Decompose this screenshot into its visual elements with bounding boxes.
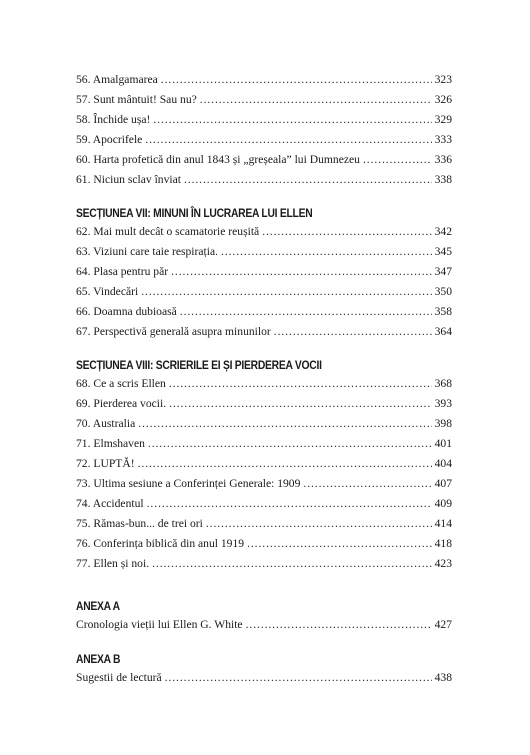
dot-leader — [206, 514, 432, 534]
dot-leader — [171, 262, 432, 282]
entry-title: 73. Ultima sesiune a Conferinței Generale: 1909 — [76, 477, 301, 490]
dot-leader — [200, 90, 432, 110]
entry-title: 62. Mai mult decât o scamatorie reușită — [76, 225, 260, 238]
toc-entry[interactable] — [76, 242, 452, 262]
toc-entry-annex-a[interactable] — [76, 615, 452, 635]
toc-entry[interactable] — [76, 282, 452, 302]
section-heading: SECȚIUNEA VII: MINUNI ÎN LUCRAREA LUI ELLEN — [76, 206, 313, 220]
entry-page: 418 — [434, 537, 452, 550]
toc-entry[interactable] — [76, 110, 452, 130]
entry-title: 74. Accidentul — [76, 497, 144, 510]
dot-leader — [152, 554, 432, 574]
toc-entry-annex-b[interactable] — [76, 668, 452, 688]
entry-page: 438 — [434, 671, 452, 684]
toc-entry[interactable] — [76, 534, 452, 554]
toc-entry[interactable] — [76, 130, 452, 150]
entry-title: 59. Apocrifele — [76, 133, 143, 146]
entry-title: 69. Pierderea vocii. — [76, 397, 167, 410]
dot-leader — [148, 434, 432, 454]
dot-leader — [141, 282, 431, 302]
entry-page: 342 — [434, 225, 452, 238]
dot-leader — [153, 110, 431, 130]
entry-title: 76. Conferința biblică din anul 1919 — [76, 537, 245, 550]
entry-page: 423 — [434, 557, 452, 570]
toc-entry[interactable] — [76, 514, 452, 534]
dot-leader — [138, 454, 432, 474]
entry-title: 72. LUPTĂ! — [76, 457, 135, 470]
entry-page: 350 — [434, 285, 452, 298]
entry-page: 329 — [434, 113, 452, 126]
entry-page: 398 — [434, 417, 452, 430]
entry-page: 358 — [434, 305, 452, 318]
entry-title: 75. Rămas-bun... de trei ori — [76, 517, 203, 530]
dot-leader — [262, 222, 431, 242]
entry-page: 401 — [434, 437, 452, 450]
entry-title: 58. Închide ușa! — [76, 113, 151, 126]
entry-title: 61. Niciun sclav înviat — [76, 173, 181, 186]
entry-page: 347 — [434, 265, 452, 278]
entry-page: 393 — [434, 397, 452, 410]
dot-leader — [184, 170, 432, 190]
entry-page: 404 — [434, 457, 452, 470]
entry-title: 71. Elmshaven — [76, 437, 145, 450]
dot-leader — [147, 494, 432, 514]
toc-entry[interactable] — [76, 474, 452, 494]
toc-block-1 — [76, 70, 452, 190]
dot-leader — [161, 70, 432, 90]
toc-entry[interactable] — [76, 70, 452, 90]
entry-title: 57. Sunt mântuit! Sau nu? — [76, 93, 197, 106]
annex-a-heading: ANEXA A — [76, 599, 120, 613]
entry-title: 63. Viziuni care taie respirația. — [76, 245, 219, 258]
dot-leader — [363, 150, 432, 170]
entry-page: 336 — [434, 153, 452, 166]
entry-title: 67. Perspectivă generală asupra minunilor — [76, 325, 271, 338]
dot-leader — [221, 242, 432, 262]
toc-entry[interactable] — [76, 454, 452, 474]
entry-title: 60. Harta profetică din anul 1843 și „greșeala” lui Dumnezeu — [76, 153, 360, 166]
entry-page: 345 — [434, 245, 452, 258]
entry-page: 409 — [434, 497, 452, 510]
entry-title: 77. Ellen și noi. — [76, 557, 150, 570]
dot-leader — [303, 474, 431, 494]
entry-title: 66. Doamna dubioasă — [76, 305, 177, 318]
dot-leader — [138, 414, 431, 434]
dot-leader — [247, 534, 432, 554]
section-heading: SECȚIUNEA VIII: SCRIERILE EI ȘI PIERDEREA VOCII — [76, 358, 322, 372]
toc-entry[interactable] — [76, 322, 452, 342]
entry-page: 338 — [434, 173, 452, 186]
entry-title: Sugestii de lectură — [76, 671, 162, 684]
toc-entry[interactable] — [76, 374, 452, 394]
toc-entry[interactable] — [76, 554, 452, 574]
toc-entry[interactable] — [76, 302, 452, 322]
entry-page: 407 — [434, 477, 452, 490]
toc-entry[interactable] — [76, 90, 452, 110]
toc-section-7 — [76, 222, 452, 342]
entry-title: 64. Plasa pentru păr — [76, 265, 169, 278]
toc-entry[interactable] — [76, 394, 452, 414]
entry-title: 65. Vindecări — [76, 285, 139, 298]
toc-entry[interactable] — [76, 434, 452, 454]
toc-section-8 — [76, 374, 452, 574]
toc-entry[interactable] — [76, 222, 452, 242]
entry-title: 70. Australia — [76, 417, 136, 430]
entry-page: 364 — [434, 325, 452, 338]
entry-title: Cronologia vieții lui Ellen G. White — [76, 618, 243, 631]
entry-title: 68. Ce a scris Ellen — [76, 377, 166, 390]
annex-b-heading: ANEXA B — [76, 652, 121, 666]
entry-page: 326 — [434, 93, 452, 106]
entry-page: 414 — [434, 517, 452, 530]
toc-entry[interactable] — [76, 170, 452, 190]
toc-entry[interactable] — [76, 414, 452, 434]
toc-entry[interactable] — [76, 494, 452, 514]
dot-leader — [169, 394, 431, 414]
entry-page: 427 — [434, 618, 452, 631]
dot-leader — [145, 130, 431, 150]
entry-page: 333 — [434, 133, 452, 146]
dot-leader — [246, 615, 432, 635]
dot-leader — [180, 302, 432, 322]
table-of-contents — [76, 70, 452, 688]
dot-leader — [165, 668, 432, 688]
entry-page: 368 — [434, 377, 452, 390]
dot-leader — [274, 322, 432, 342]
toc-entry[interactable] — [76, 262, 452, 282]
entry-title: 56. Amalgamarea — [76, 73, 158, 86]
toc-entry[interactable] — [76, 150, 452, 170]
dot-leader — [169, 374, 432, 394]
entry-page: 323 — [434, 73, 452, 86]
